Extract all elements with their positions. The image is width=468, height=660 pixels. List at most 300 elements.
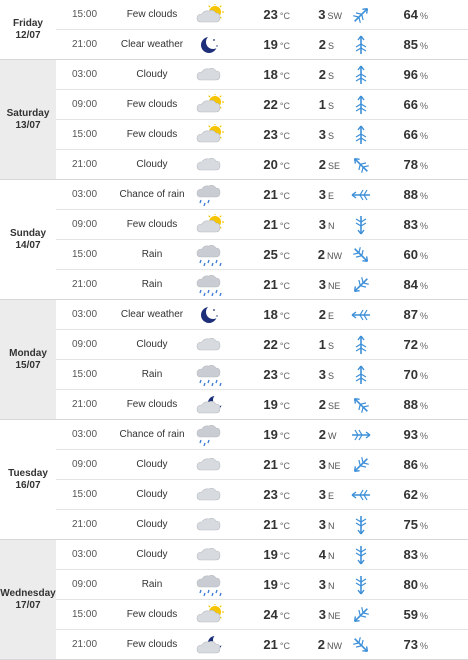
temperature-unit: °C (279, 41, 290, 51)
forecast-row (56, 119, 468, 149)
time: 21:00 (72, 39, 98, 50)
wind-speed: 1 (318, 337, 326, 352)
temperature-value: 19 (263, 397, 278, 412)
condition: Few clouds (126, 9, 178, 20)
wind-direction: S (328, 341, 335, 351)
humidity-unit: % (419, 221, 428, 231)
forecast-row (56, 420, 468, 449)
forecast-row (56, 239, 468, 269)
temperature-unit: °C (279, 551, 290, 561)
forecast-row (56, 329, 468, 359)
humidity (380, 637, 428, 652)
cloud-icon (188, 64, 232, 86)
wind-direction: N (328, 581, 335, 591)
forecast-row (56, 300, 468, 329)
temperature (232, 277, 290, 292)
humidity (380, 607, 428, 622)
temperature-unit: °C (279, 401, 290, 411)
humidity (380, 337, 428, 352)
day-name: Tuesday (8, 467, 48, 479)
time: 21:00 (72, 399, 98, 410)
wind-speed: 2 (318, 427, 326, 442)
temperature-unit: °C (279, 581, 290, 591)
cloud-icon (188, 514, 232, 536)
temperature-unit: °C (279, 101, 290, 111)
wind-arrow-icon (342, 634, 380, 656)
humidity-unit: % (419, 641, 428, 651)
wind (290, 397, 342, 412)
temperature (232, 457, 290, 472)
humidity (380, 7, 428, 22)
condition: Cloudy (136, 519, 168, 530)
temperature-value: 19 (263, 427, 278, 442)
wind-arrow-icon (342, 94, 380, 116)
wind-arrow-icon (342, 334, 380, 356)
wind (290, 577, 342, 592)
time: 21:00 (72, 519, 98, 530)
moon-cloud-icon (188, 634, 232, 656)
temperature-value: 19 (263, 577, 278, 592)
temperature-value: 20 (263, 157, 278, 172)
wind-direction: S (328, 41, 335, 51)
condition: Cloudy (136, 459, 168, 470)
humidity-value: 70 (403, 367, 418, 382)
wind (290, 487, 342, 502)
wind (290, 157, 342, 172)
humidity-unit: % (419, 71, 428, 81)
temperature-value: 21 (263, 277, 278, 292)
temperature-unit: °C (279, 341, 290, 351)
day-name: Sunday (9, 227, 47, 239)
day-name: Wednesday (0, 587, 56, 599)
forecast-row (56, 449, 468, 479)
humidity-unit: % (419, 521, 428, 531)
humidity-value: 88 (403, 187, 418, 202)
temperature-value: 24 (263, 607, 278, 622)
day-block (0, 300, 468, 420)
temperature (232, 7, 290, 22)
wind (290, 97, 342, 112)
temperature (232, 337, 290, 352)
temperature-value: 22 (263, 337, 278, 352)
wind-direction: NW (327, 251, 342, 261)
day-date: 16/07 (15, 479, 41, 491)
forecast-row (56, 180, 468, 209)
time: 21:00 (72, 639, 98, 650)
wind-speed: 3 (318, 7, 326, 22)
temperature (232, 427, 290, 442)
day-date: 15/07 (15, 359, 41, 371)
temperature-value: 25 (263, 247, 278, 262)
condition: Clear weather (120, 309, 184, 320)
wind (290, 67, 342, 82)
temperature (232, 157, 290, 172)
temperature-unit: °C (279, 11, 290, 21)
wind (290, 547, 342, 562)
humidity (380, 97, 428, 112)
humidity (380, 247, 428, 262)
day-block (0, 0, 468, 60)
rain-icon (188, 244, 232, 266)
condition: Rain (141, 369, 163, 380)
humidity (380, 577, 428, 592)
wind-speed: 4 (318, 547, 326, 562)
wind-direction: S (328, 71, 335, 81)
time: 15:00 (72, 369, 98, 380)
wind-speed: 3 (318, 517, 326, 532)
temperature-unit: °C (279, 251, 290, 261)
wind-direction: NE (328, 611, 341, 621)
humidity-value: 86 (403, 457, 418, 472)
wind-direction: N (328, 521, 335, 531)
wind-arrow-icon (342, 154, 380, 176)
forecast-row (56, 479, 468, 509)
forecast-row (56, 209, 468, 239)
temperature (232, 217, 290, 232)
wind (290, 217, 342, 232)
temperature (232, 247, 290, 262)
condition: Few clouds (126, 639, 178, 650)
day-name: Friday (12, 17, 43, 29)
temperature (232, 67, 290, 82)
condition: Rain (141, 579, 163, 590)
humidity-value: 78 (403, 157, 418, 172)
humidity-unit: % (419, 251, 428, 261)
wind-direction: S (328, 131, 335, 141)
humidity-value: 64 (403, 7, 418, 22)
time: 15:00 (72, 129, 98, 140)
humidity-value: 83 (403, 217, 418, 232)
condition: Few clouds (126, 399, 178, 410)
humidity-value: 73 (403, 637, 418, 652)
wind-arrow-icon (342, 34, 380, 56)
temperature-value: 23 (263, 367, 278, 382)
humidity-unit: % (419, 611, 428, 621)
humidity-unit: % (419, 341, 428, 351)
wind-direction: SE (328, 401, 341, 411)
temperature-value: 18 (263, 307, 278, 322)
condition: Few clouds (126, 219, 178, 230)
wind (290, 367, 342, 382)
time: 15:00 (72, 609, 98, 620)
wind-speed: 3 (318, 487, 326, 502)
wind (290, 37, 342, 52)
wind-arrow-icon (342, 574, 380, 596)
wind (290, 337, 342, 352)
moon-icon (188, 34, 232, 56)
wind (290, 607, 342, 622)
wind (290, 247, 342, 262)
temperature-value: 21 (263, 637, 278, 652)
wind (290, 307, 342, 322)
temperature (232, 367, 290, 382)
humidity-unit: % (419, 401, 428, 411)
humidity-value: 87 (403, 307, 418, 322)
humidity (380, 487, 428, 502)
wind (290, 457, 342, 472)
temperature (232, 637, 290, 652)
humidity-value: 72 (403, 337, 418, 352)
condition: Clear weather (120, 39, 184, 50)
temperature-unit: °C (279, 221, 290, 231)
forecast-row (56, 629, 468, 659)
humidity (380, 427, 428, 442)
cloud-icon (188, 454, 232, 476)
condition: Rain (141, 279, 163, 290)
temperature-value: 18 (263, 67, 278, 82)
wind (290, 7, 342, 22)
condition: Few clouds (126, 609, 178, 620)
forecast-row (56, 599, 468, 629)
humidity (380, 67, 428, 82)
forecast-row (56, 269, 468, 299)
rain-icon (188, 274, 232, 296)
humidity-value: 60 (403, 247, 418, 262)
wind-direction: E (328, 491, 335, 501)
temperature-value: 22 (263, 97, 278, 112)
forecast-row (56, 359, 468, 389)
wind (290, 187, 342, 202)
time: 09:00 (72, 219, 98, 230)
humidity-unit: % (419, 371, 428, 381)
day-label (0, 60, 56, 179)
temperature (232, 547, 290, 562)
humidity-value: 66 (403, 127, 418, 142)
temperature (232, 577, 290, 592)
humidity (380, 367, 428, 382)
cloud-icon (188, 154, 232, 176)
forecast-row (56, 89, 468, 119)
humidity (380, 127, 428, 142)
temperature (232, 127, 290, 142)
humidity-value: 85 (403, 37, 418, 52)
temperature (232, 607, 290, 622)
day-name: Monday (9, 347, 47, 359)
wind-arrow-icon (342, 484, 380, 506)
humidity (380, 397, 428, 412)
wind-speed: 2 (317, 247, 325, 262)
humidity-unit: % (419, 161, 428, 171)
cloud-icon (188, 544, 232, 566)
condition: Rain (141, 249, 163, 260)
cloud-icon (188, 484, 232, 506)
sun-cloud-icon (188, 214, 232, 236)
humidity-unit: % (419, 281, 428, 291)
day-name: Saturday (6, 107, 50, 119)
wind-speed: 3 (318, 127, 326, 142)
wind-arrow-icon (342, 604, 380, 626)
forecast-row (56, 569, 468, 599)
day-date: 13/07 (15, 119, 41, 131)
temperature-value: 21 (263, 457, 278, 472)
wind-speed: 3 (318, 577, 326, 592)
wind-direction: NE (328, 461, 341, 471)
day-block (0, 180, 468, 300)
humidity-unit: % (419, 581, 428, 591)
wind (290, 517, 342, 532)
time: 21:00 (72, 279, 98, 290)
wind-direction: E (328, 191, 335, 201)
time: 09:00 (72, 459, 98, 470)
humidity-value: 84 (403, 277, 418, 292)
wind-direction: S (328, 101, 335, 111)
wind-arrow-icon (342, 454, 380, 476)
wind-arrow-icon (342, 364, 380, 386)
condition: Few clouds (126, 99, 178, 110)
wind-direction: E (328, 311, 335, 321)
wind (290, 427, 342, 442)
wind-direction: N (328, 551, 335, 561)
wind-arrow-icon (342, 304, 380, 326)
humidity (380, 457, 428, 472)
temperature (232, 487, 290, 502)
humidity-unit: % (419, 11, 428, 21)
day-label (0, 0, 56, 59)
day-date: 17/07 (15, 599, 41, 611)
time: 21:00 (72, 159, 98, 170)
wind-speed: 3 (318, 457, 326, 472)
wind-arrow-icon (342, 184, 380, 206)
humidity-unit: % (419, 41, 428, 51)
humidity-value: 93 (403, 427, 418, 442)
wind-speed: 2 (318, 157, 326, 172)
humidity (380, 37, 428, 52)
temperature-value: 21 (263, 517, 278, 532)
humidity-unit: % (419, 491, 428, 501)
temperature-value: 23 (263, 7, 278, 22)
humidity-unit: % (419, 551, 428, 561)
cloud-icon (188, 334, 232, 356)
temperature-unit: °C (279, 191, 290, 201)
day-label (0, 300, 56, 419)
humidity (380, 187, 428, 202)
forecast-row (56, 60, 468, 89)
rain-light-icon (188, 424, 232, 446)
temperature-value: 23 (263, 487, 278, 502)
temperature (232, 397, 290, 412)
time: 03:00 (72, 309, 98, 320)
condition: Chance of rain (119, 189, 185, 200)
wind-direction: SW (327, 11, 342, 21)
humidity-unit: % (419, 461, 428, 471)
day-date: 14/07 (15, 239, 41, 251)
wind-speed: 3 (318, 367, 326, 382)
time: 03:00 (72, 69, 98, 80)
temperature (232, 307, 290, 322)
wind-arrow-icon (342, 244, 380, 266)
wind-arrow-icon (342, 124, 380, 146)
humidity-value: 96 (403, 67, 418, 82)
time: 03:00 (72, 189, 98, 200)
humidity-value: 75 (403, 517, 418, 532)
condition: Cloudy (136, 69, 168, 80)
humidity-value: 88 (403, 397, 418, 412)
sun-cloud-icon (188, 604, 232, 626)
time: 09:00 (72, 579, 98, 590)
time: 15:00 (72, 249, 98, 260)
wind-speed: 1 (318, 97, 326, 112)
humidity-unit: % (419, 191, 428, 201)
temperature-value: 23 (263, 127, 278, 142)
condition: Chance of rain (119, 429, 185, 440)
forecast-row (56, 0, 468, 29)
day-rows (56, 0, 468, 59)
humidity-value: 62 (403, 487, 418, 502)
wind-speed: 2 (318, 397, 326, 412)
wind-arrow-icon (342, 544, 380, 566)
temperature-unit: °C (279, 131, 290, 141)
wind-speed: 3 (318, 217, 326, 232)
temperature-value: 19 (263, 37, 278, 52)
temperature-unit: °C (279, 461, 290, 471)
wind-direction: SE (328, 161, 341, 171)
humidity (380, 547, 428, 562)
humidity-unit: % (419, 131, 428, 141)
wind-direction: NW (327, 641, 342, 651)
forecast-row (56, 509, 468, 539)
day-label (0, 540, 56, 659)
temperature (232, 517, 290, 532)
day-rows (56, 420, 468, 539)
temperature-unit: °C (279, 281, 290, 291)
temperature (232, 187, 290, 202)
day-date: 12/07 (15, 29, 41, 41)
day-label (0, 180, 56, 299)
wind-speed: 3 (318, 187, 326, 202)
forecast-row (56, 389, 468, 419)
day-rows (56, 180, 468, 299)
time: 03:00 (72, 549, 98, 560)
wind-direction: N (328, 221, 335, 231)
wind-speed: 2 (318, 307, 326, 322)
wind-speed: 3 (318, 607, 326, 622)
humidity (380, 217, 428, 232)
time: 09:00 (72, 99, 98, 110)
rain-icon (188, 364, 232, 386)
wind-arrow-icon (342, 4, 380, 26)
day-block (0, 420, 468, 540)
sun-cloud-icon (188, 124, 232, 146)
day-rows (56, 60, 468, 179)
wind-arrow-icon (342, 424, 380, 446)
humidity (380, 277, 428, 292)
humidity-unit: % (419, 311, 428, 321)
temperature-unit: °C (279, 371, 290, 381)
wind-speed: 2 (317, 637, 325, 652)
wind (290, 277, 342, 292)
wind-arrow-icon (342, 214, 380, 236)
temperature (232, 97, 290, 112)
time: 15:00 (72, 489, 98, 500)
temperature-unit: °C (279, 431, 290, 441)
temperature-value: 21 (263, 187, 278, 202)
condition: Cloudy (136, 339, 168, 350)
condition: Cloudy (136, 489, 168, 500)
condition: Cloudy (136, 159, 168, 170)
rain-light-icon (188, 184, 232, 206)
moon-icon (188, 304, 232, 326)
moon-cloud-icon (188, 394, 232, 416)
wind (290, 637, 342, 652)
humidity (380, 307, 428, 322)
temperature-unit: °C (279, 311, 290, 321)
humidity-value: 83 (403, 547, 418, 562)
wind-speed: 2 (318, 37, 326, 52)
wind-speed: 2 (318, 67, 326, 82)
time: 03:00 (72, 429, 98, 440)
temperature-unit: °C (279, 491, 290, 501)
rain-icon (188, 574, 232, 596)
